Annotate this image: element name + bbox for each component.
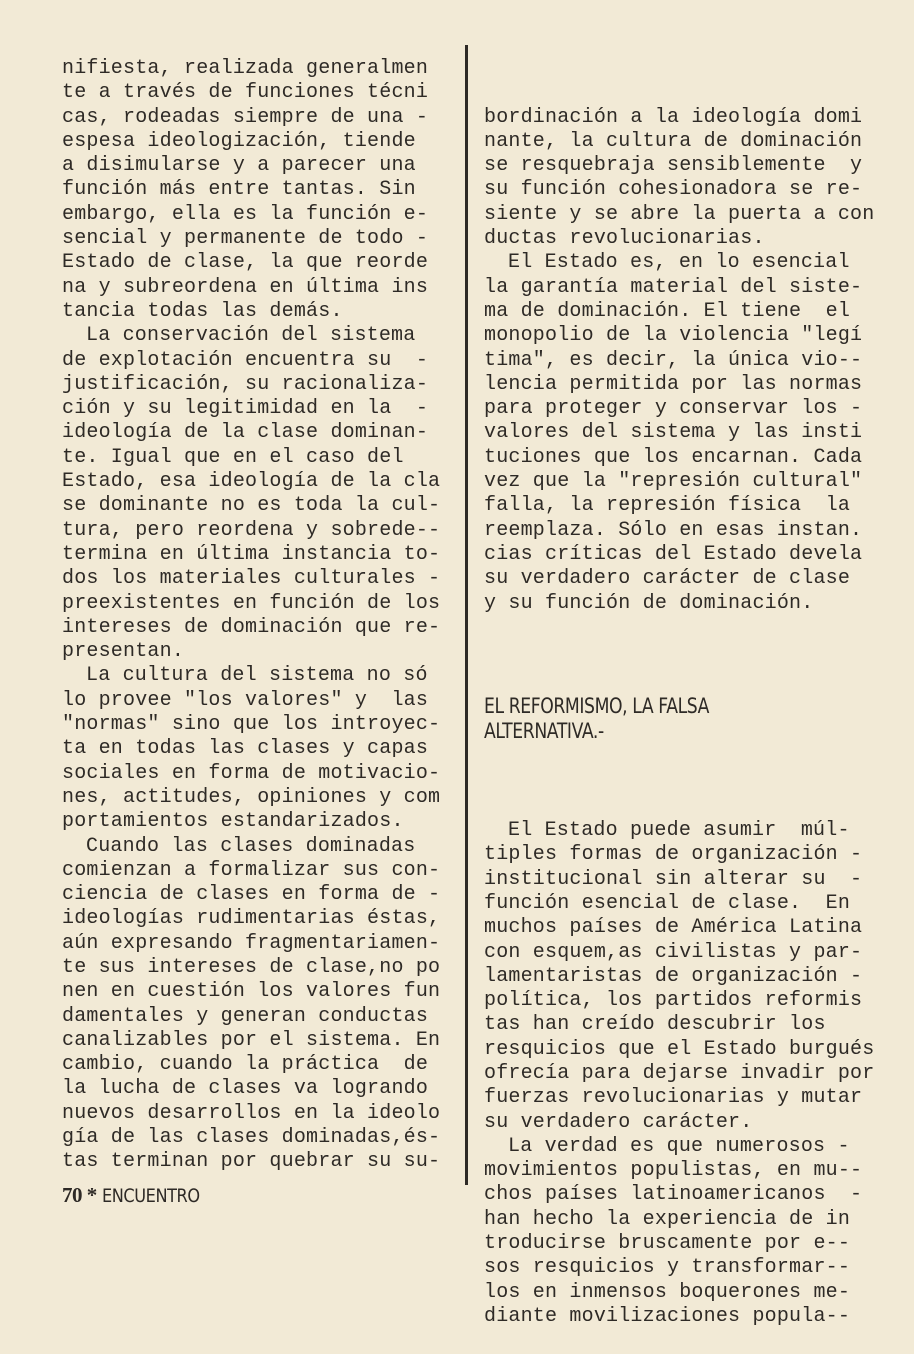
text-line: tas terminan por quebrar su su-: [62, 1150, 441, 1174]
text-line: El Estado puede asumir múl-: [508, 819, 850, 843]
text-line: aún expresando fragmentariamen-: [62, 931, 441, 955]
text-line: han hecho la experiencia de in: [484, 1207, 851, 1231]
text-line: La conservación del sistema: [86, 324, 416, 348]
text-line: falla, la represión física la: [484, 494, 851, 518]
text-line: ma de dominación. El tiene el: [484, 299, 851, 323]
text-line: ciencia de clases en forma de -: [62, 883, 441, 907]
text-line: se resquebraja sensiblemente y: [484, 154, 863, 178]
right-column-top-text: [484, 106, 884, 616]
text-line: vez que la "represión cultural": [484, 470, 863, 494]
text-line: ideologías rudimentarias éstas,: [62, 907, 441, 931]
text-line: comienzan a formalizar sus con-: [62, 858, 441, 882]
text-line: con esquem,as civilistas y par-: [484, 940, 863, 964]
text-line: lo provee "los valores" y las: [62, 688, 429, 712]
paragraph: [62, 324, 442, 664]
text-line: te a través de funciones técni: [62, 81, 429, 105]
text-line: política, los partidos reformis: [484, 989, 863, 1013]
page-number: 70: [62, 1183, 82, 1207]
text-line: cambio, cuando la práctica de: [62, 1053, 429, 1077]
text-line: troducirse bruscamente por e--: [484, 1232, 851, 1256]
text-line: sociales en forma de motivacio-: [62, 761, 441, 785]
column-divider: [465, 45, 468, 1185]
text-line: Estado de clase, la que reorde: [62, 251, 429, 275]
text-line: ideología de la clase dominan-: [62, 421, 429, 445]
text-line: institucional sin alterar su -: [484, 867, 863, 891]
text-line: sencial y permanente de todo -: [62, 227, 429, 251]
magazine-name: ENCUENTRO: [101, 1185, 200, 1207]
text-line: fuerzas revolucionarias y mutar: [484, 1086, 863, 1110]
text-line: chos países latinoamericanos -: [484, 1183, 863, 1207]
text-line: ción y su legitimidad en la -: [62, 397, 429, 421]
paragraph: [62, 664, 442, 834]
text-line: nen en cuestión los valores fun: [62, 980, 441, 1004]
text-line: cas, rodeadas siempre de una -: [62, 105, 429, 129]
right-column: [484, 57, 884, 1354]
text-line: su verdadero carácter de clase: [484, 567, 851, 591]
text-line: termina en última instancia to-: [62, 542, 441, 566]
paragraph: [484, 251, 884, 615]
text-line: lencia permitida por las normas: [484, 372, 863, 396]
text-line: y su función de dominación.: [484, 591, 814, 615]
text-line: sos resquicios y transformar--: [484, 1256, 851, 1280]
text-line: tiples formas de organización -: [484, 843, 863, 867]
text-line: nante, la cultura de dominación: [484, 129, 863, 153]
text-line: tura, pero reordena y sobrede--: [62, 518, 441, 542]
text-line: Cuando las clases dominadas: [86, 834, 416, 858]
text-line: Estado, esa ideología de la cla: [62, 470, 441, 494]
text-line: resquicios que el Estado burgués: [484, 1037, 875, 1061]
text-line: muchos países de América Latina: [484, 916, 863, 940]
page-footer: [62, 1183, 216, 1208]
text-line: monopolio de la violencia "legí: [484, 324, 863, 348]
text-line: ta en todas las clases y capas: [62, 737, 429, 761]
text-line: diante movilizaciones popula--: [484, 1304, 851, 1328]
paragraph: [484, 1135, 884, 1329]
text-line: espesa ideologización, tiende: [62, 129, 416, 153]
text-line: siente y se abre la puerta a con: [484, 202, 875, 226]
text-line: su función cohesionadora se re-: [484, 178, 863, 202]
text-line: dos los materiales culturales -: [62, 567, 441, 591]
text-line: bordinación a la ideología domi: [484, 105, 863, 129]
paragraph: [484, 106, 884, 252]
text-line: los en inmensos boquerones me-: [484, 1280, 851, 1304]
text-line: tancia todas las demás.: [62, 299, 343, 323]
text-line: nuevos desarrollos en la ideolo: [62, 1101, 441, 1125]
text-line: la lucha de clases va logrando: [62, 1077, 429, 1101]
text-line: se dominante no es toda la cul-: [62, 494, 441, 518]
text-line: canalizables por el sistema. En: [62, 1028, 441, 1052]
paragraph: [484, 819, 884, 1135]
text-line: lamentaristas de organización -: [484, 964, 863, 988]
text-line: presentan.: [62, 640, 185, 664]
text-line: la garantía material del siste-: [484, 275, 863, 299]
text-line: La cultura del sistema no só: [86, 664, 428, 688]
text-line: justificación, su racionaliza-: [62, 372, 429, 396]
text-line: na y subreordena en última ins: [62, 275, 429, 299]
text-line: damentales y generan conductas: [62, 1004, 429, 1028]
footer-separator: *: [86, 1183, 97, 1207]
text-line: intereses de dominación que re-: [62, 615, 441, 639]
text-line: tuciones que los encarnan. Cada: [484, 445, 863, 469]
text-line: función esencial de clase. En: [484, 891, 851, 915]
text-line: para proteger y conservar los -: [484, 397, 863, 421]
left-column: [62, 57, 442, 1175]
text-line: El Estado es, en lo esencial: [508, 251, 850, 275]
text-line: portamientos estandarizados.: [62, 810, 404, 834]
text-line: cias críticas del Estado devela: [484, 542, 863, 566]
text-line: La verdad es que numerosos -: [508, 1134, 850, 1158]
text-line: gía de las clases dominadas,és-: [62, 1126, 441, 1150]
paragraph: [62, 57, 442, 324]
text-line: nifiesta, realizada generalmen: [62, 57, 429, 80]
section-heading: EL REFORMISMO, LA FALSA ALTERNATIVA.-: [484, 694, 709, 744]
text-line: a disimularse y a parecer una: [62, 154, 416, 178]
text-line: preexistentes en función de los: [62, 591, 441, 615]
text-line: tas han creído descubrir los: [484, 1013, 826, 1037]
text-line: ductas revolucionarias.: [484, 227, 765, 251]
paragraph: [62, 835, 442, 1175]
right-column-bottom-text: [484, 819, 884, 1329]
text-line: "normas" sino que los introyec-: [62, 713, 441, 737]
text-line: de explotación encuentra su -: [62, 348, 429, 372]
text-line: te. Igual que en el caso del: [62, 445, 404, 469]
text-line: reemplaza. Sólo en esas instan.: [484, 518, 863, 542]
text-line: su verdadero carácter.: [484, 1110, 753, 1134]
text-line: ofrecía para dejarse invadir por: [484, 1061, 875, 1085]
text-line: valores del sistema y las insti: [484, 421, 863, 445]
text-line: te sus intereses de clase,no po: [62, 955, 441, 979]
text-line: tima", es decir, la única vio--: [484, 348, 863, 372]
text-line: movimientos populistas, en mu--: [484, 1159, 863, 1183]
text-line: función más entre tantas. Sin: [62, 178, 416, 202]
text-line: embargo, ella es la función e-: [62, 202, 429, 226]
text-line: nes, actitudes, opiniones y com: [62, 785, 441, 809]
